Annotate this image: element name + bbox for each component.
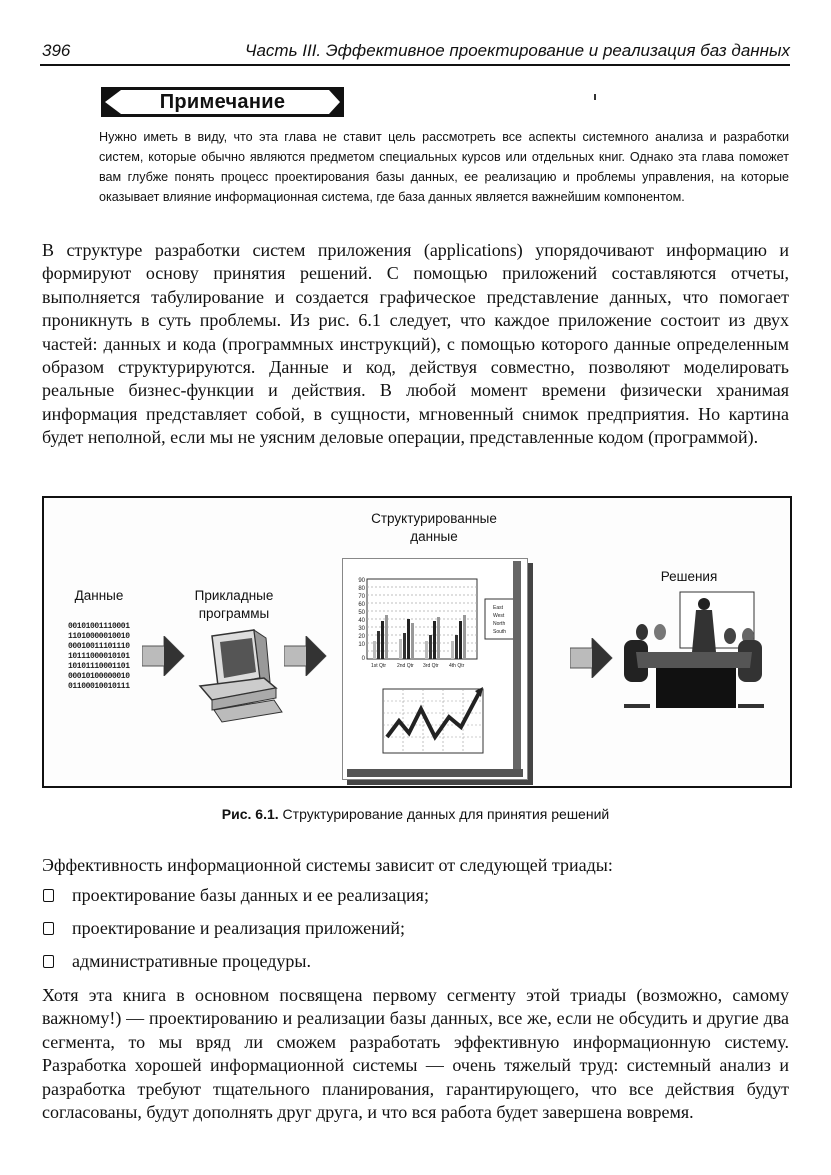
figure-caption (0, 806, 831, 822)
binary-data: 00101001110001 11010000010010 00010011101110 10111000010101 10101110001101 00010100000010 01100010010111 (68, 622, 130, 691)
svg-text:60: 60 (358, 602, 365, 608)
label-applications: Прикладные программы (194, 588, 274, 621)
list-item: административные процедуры. (42, 949, 789, 982)
svg-text:20: 20 (358, 634, 365, 640)
speck (594, 94, 596, 100)
svg-text:80: 80 (358, 586, 365, 592)
arrow-right-icon (142, 636, 186, 676)
running-header (40, 40, 790, 66)
svg-text:30: 30 (358, 626, 365, 632)
svg-text:10: 10 (358, 642, 365, 648)
svg-text:1st Qtr: 1st Qtr (371, 663, 387, 669)
caption-number: Рис. 6.1. (221, 806, 279, 822)
meeting-icon (602, 588, 772, 718)
note-text: Нужно иметь в виду, что эта глава не ставит цель рассмотреть все аспекты системного анализа и разработки систем, которые обычно являются предметом специальных курсов или отдельных книг. Однако эта глава поможет вам глубже понять процесс проектирования базы данных, ее реализацию и проблемы управления, на которые оказывает влияние информационная система, где база данных является важнейшим компонентом. (99, 130, 789, 204)
checkbox-bullet-icon (43, 955, 54, 968)
svg-text:West: West (493, 613, 505, 619)
paragraph-applications: В структуре разработки систем приложения (applications) упорядочивают информацию и формируют основу принятия решений. С помощью приложений составляются отчеты, выполняется табулирование и создается графическое представление данных, что помогает проникнуть в суть проблемы. Из рис. 6.1 следует, что каждое приложение состоит из двух частей: данных и кода (программных инструкций), с помощью которого данные определенным образом структурируются. Данные и код, действуя совместно, позволяют моделировать реальные бизнес-функции и действия. В любой момент времени физически хранимая информация представляет собой, в сущности, мгновенный снимок предприятия. Но картина будет неполной, если мы не уясним деловые операции, представленные кодом (программой). (42, 240, 789, 448)
figure-6-1 (42, 496, 792, 788)
svg-text:0: 0 (361, 656, 365, 662)
svg-text:2nd Qtr: 2nd Qtr (397, 663, 414, 669)
svg-text:70: 70 (358, 594, 365, 600)
checkbox-bullet-icon (43, 889, 54, 902)
computer-icon (194, 628, 284, 723)
svg-text:East: East (493, 605, 504, 611)
note-banner (101, 87, 344, 117)
svg-text:3rd Qtr: 3rd Qtr (423, 663, 439, 669)
caption-text: Структурирование данных для принятия решений (278, 806, 610, 822)
list-item: проектирование базы данных и ее реализация; (42, 883, 789, 916)
checkbox-bullet-icon (43, 922, 54, 935)
bar-chart-icon (343, 559, 527, 779)
list-item: проектирование и реализация приложений; (42, 916, 789, 949)
page-number: 396 (42, 41, 71, 60)
arrow-right-icon (284, 636, 328, 676)
svg-text:50: 50 (358, 610, 365, 616)
svg-text:40: 40 (358, 618, 365, 624)
structured-data-panel (342, 558, 528, 780)
running-title: Часть III. Эффективное проектирование и реализация баз данных (245, 41, 790, 60)
svg-text:South: South (493, 629, 507, 635)
label-structured-data: Структурированные данные (371, 511, 497, 544)
paragraph-triad-intro: Эффективность информационной системы зависит от следующей триады: (42, 855, 613, 875)
svg-text:90: 90 (358, 578, 365, 584)
note-label: Примечание (159, 91, 286, 113)
svg-text:North: North (493, 621, 506, 627)
label-data: Данные (74, 588, 124, 603)
svg-text:4th Qtr: 4th Qtr (449, 663, 465, 669)
paragraph-conclusion: Хотя эта книга в основном посвящена первому сегменту этой триады (возможно, самому важному!) — проектированию и реализации базы данных, все же, если не обсудить и другие два сегмента, то мы вряд ли сможем разработать эффективную информационную систему. Разработка хорошей информационной системы — очень тяжелый труд: системный анализ и разработка требуют тщательного планирования, гарантирующего, что все действия будут согласованы, будут дополнять друг друга, и что вся работа будет завершена вовремя. (42, 985, 789, 1123)
bullet-list (42, 883, 789, 982)
label-decisions: Решения (660, 569, 718, 584)
